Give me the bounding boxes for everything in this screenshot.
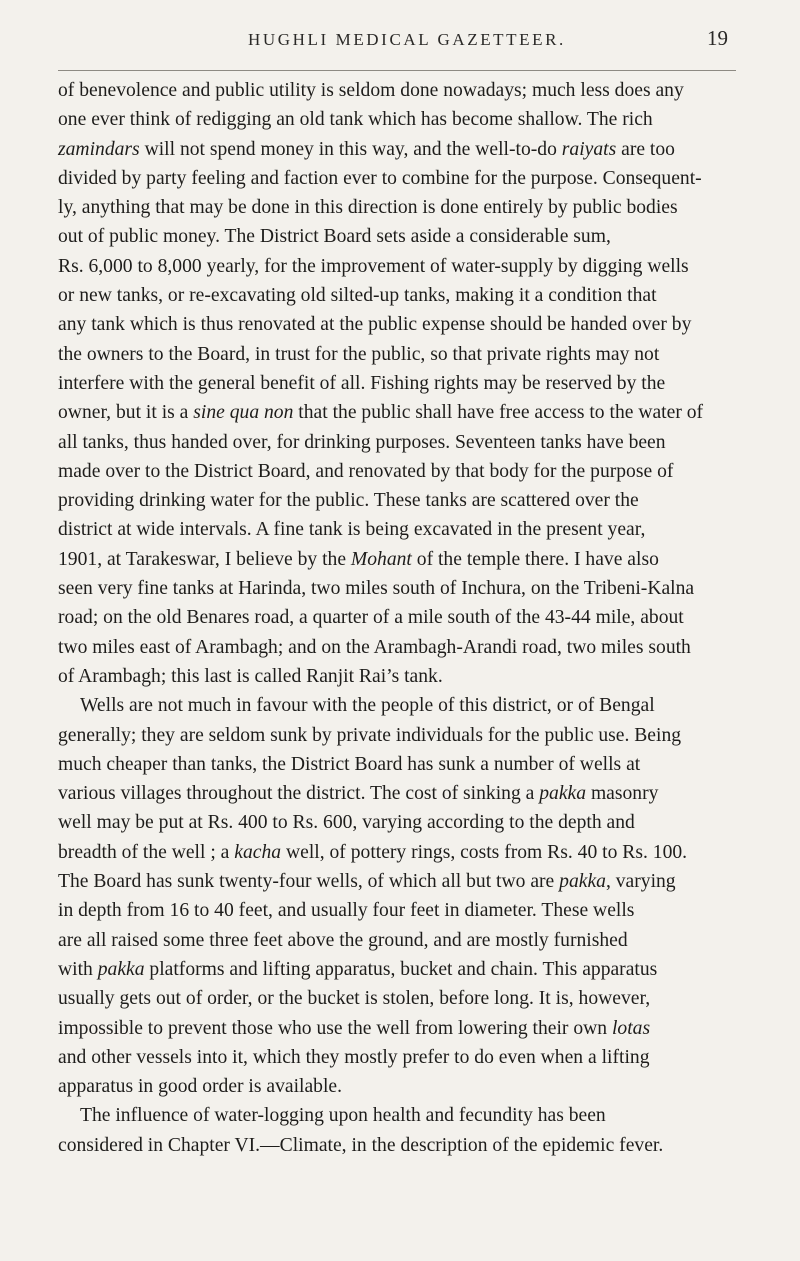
text-line [58,252,738,281]
running-title: HUGHLI MEDICAL GAZETTEER. [248,30,566,49]
text-run: platforms and lifting apparatus, bucket and chain. This apparatus [144,958,658,980]
text-line [58,135,738,164]
text-run: are all raised some three feet above the ground, and are mostly furnished [58,929,628,951]
text-line [58,721,738,750]
text-line [58,984,738,1013]
text-run: the owners to the Board, in trust for the public, so that private rights may not [58,343,660,365]
text-line [58,955,738,984]
text-run: one ever think of redigging an old tank which has become shallow. The rich [58,109,653,131]
text-line [58,633,738,662]
text-line [58,603,738,632]
text-line [58,1014,738,1043]
text-run: The influence of water-logging upon health and fecundity has been [80,1105,606,1127]
text-run: The Board has sunk twenty-four wells, of which all but two are [58,871,560,893]
text-run: ly, anything that may be done in this direction is done entirely by public bodies [58,197,678,219]
text-run: , varying [605,871,676,893]
text-run: much cheaper than tanks, the District Board has sunk a number of wells at [58,753,641,775]
text-line [58,76,738,105]
text-line [58,838,738,867]
text-run: with [58,958,98,980]
text-line [58,486,738,515]
text-line [58,457,738,486]
text-run: will not spend money in this way, and the well-to-do [139,138,562,160]
text-line [58,808,738,837]
text-run: out of public money. The District Board sets aside a considerable sum, [58,226,611,248]
italic-term: pakka [539,783,587,805]
text-run: road; on the old Benares road, a quarter of a mile south of the 43-44 mile, about [58,607,684,629]
text-line [58,750,738,779]
page-number: 19 [707,26,728,50]
text-line [58,515,738,544]
text-run: impossible to prevent those who use the well from lowering their own [58,1017,612,1039]
text-run: generally; they are seldom sunk by private individuals for the public use. Being [58,724,682,746]
italic-term: pakka [97,958,145,980]
text-run: in depth from 16 to 40 feet, and usually four feet in diameter. These wells [58,900,635,922]
header-rule [58,70,736,71]
text-run: of the temple there. I have also [411,548,659,570]
text-line [58,193,738,222]
text-run: considered in Chapter VI.—Climate, in the description of the epidemic fever. [58,1134,664,1156]
text-run: of benevolence and public utility is seldom done nowadays; much less does any [58,80,684,101]
text-line [58,1101,738,1130]
text-line [58,398,738,427]
text-run: providing drinking water for the public. These tanks are scattered over the [58,490,639,512]
text-line [58,428,738,457]
text-run: Rs. 6,000 to 8,000 yearly, for the improvement of water-supply by digging wells [58,255,689,277]
body-text [58,76,738,1160]
text-run: of Arambagh; this last is called Ranjit Rai’s tank. [58,665,443,687]
italic-term: zamindars [58,138,140,160]
text-run: Wells are not much in favour with the people of this district, or of Bengal [80,695,655,717]
text-line [58,867,738,896]
text-line [58,164,738,193]
text-run: district at wide intervals. A fine tank is being excavated in the present year, [58,519,646,541]
text-line [58,896,738,925]
text-run: are too [616,138,675,160]
text-line [58,545,738,574]
text-run: divided by party feeling and faction ever to combine for the purpose. Consequent- [58,167,702,189]
text-run: interfere with the general benefit of all. Fishing rights may be reserved by the [58,372,666,394]
text-run: breadth of the well ; a [58,841,235,863]
text-run: apparatus in good order is available. [58,1076,343,1098]
text-line [58,222,738,251]
text-line [58,310,738,339]
text-run: 1901, at Tarakeswar, I believe by the [58,548,351,570]
running-head [0,26,800,66]
text-run: that the public shall have free access to the water of [293,402,704,424]
text-line [58,1043,738,1072]
text-run: made over to the District Board, and renovated by that body for the purpose of [58,460,674,482]
italic-term: sine qua non [193,402,294,424]
text-run: all tanks, thus handed over, for drinking purposes. Seventeen tanks have been [58,431,666,453]
text-line [58,574,738,603]
text-run: various villages throughout the district. The cost of sinking a [58,783,540,805]
text-line [58,662,738,691]
text-line [58,1131,738,1160]
text-run: usually gets out of order, or the bucket is stolen, before long. It is, however, [58,988,651,1010]
text-run: seen very fine tanks at Harinda, two miles south of Inchura, on the Tribeni-Kalna [58,578,695,600]
text-line [58,281,738,310]
text-run: and other vessels into it, which they mostly prefer to do even when a lifting [58,1046,650,1068]
text-line [58,779,738,808]
italic-term: lotas [611,1017,651,1039]
text-line [58,691,738,720]
text-run: or new tanks, or re-excavating old silted-up tanks, making it a condition that [58,285,657,307]
text-run: well may be put at Rs. 400 to Rs. 600, varying according to the depth and [58,812,635,834]
text-run: any tank which is thus renovated at the public expense should be handed over by [58,314,692,336]
text-line [58,369,738,398]
text-run: masonry [586,783,659,805]
italic-term: raiyats [561,138,617,160]
text-run: owner, but it is a [58,402,194,424]
text-line [58,1072,738,1101]
text-line [58,105,738,134]
text-run: two miles east of Arambagh; and on the Arambagh-Arandi road, two miles south [58,636,691,658]
italic-term: pakka [559,871,606,893]
text-line [58,340,738,369]
italic-term: kacha [234,841,282,863]
text-line [58,926,738,955]
italic-term: Mohant [350,548,412,570]
text-run: well, of pottery rings, costs from Rs. 40 to Rs. 100. [281,841,688,863]
